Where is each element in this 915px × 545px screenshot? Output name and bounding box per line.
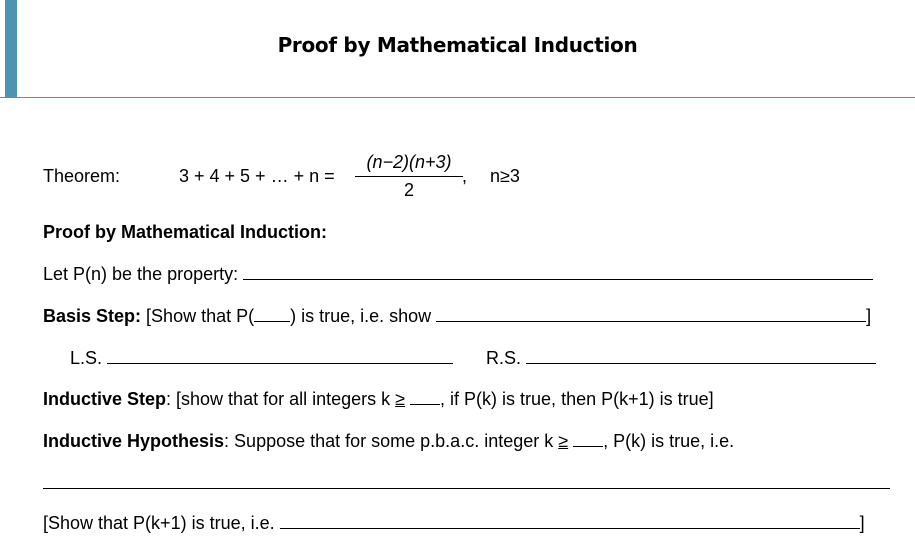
ls-label: L.S.	[70, 348, 103, 368]
hypothesis-text-a: : Suppose that for some p.b.a.c. integer k	[224, 431, 559, 451]
property-row	[43, 263, 873, 285]
basis-show-blank[interactable]	[436, 305, 866, 322]
basis-row	[43, 305, 871, 327]
fraction-bar	[355, 176, 463, 177]
show-next-label: [Show that P(k+1) is true, i.e.	[43, 513, 280, 533]
basis-text-a: [Show that P(	[141, 306, 255, 326]
inductive-step-text-a: : [show that for all integers k	[166, 389, 396, 409]
rs-blank[interactable]	[526, 347, 876, 364]
rs-row	[486, 347, 876, 369]
inductive-step-text-b: , if P(k) is true, then P(k+1) is true]	[440, 389, 714, 409]
page-title: Proof by Mathematical Induction	[277, 33, 638, 57]
hypothesis-row	[43, 430, 734, 452]
show-next-close: ]	[859, 513, 865, 533]
theorem-row	[43, 165, 120, 187]
basis-text-b: ) is true, i.e. show	[290, 306, 437, 326]
theorem-comma: ,	[462, 166, 468, 186]
theorem-lhs: 3 + 4 + 5 + … + n =	[179, 166, 335, 186]
hypothesis-text-b: , P(k) is true, i.e.	[603, 431, 735, 451]
basis-close: ]	[866, 306, 872, 326]
show-next-row	[43, 512, 865, 534]
hypothesis-answer-line[interactable]	[43, 488, 890, 489]
fraction-numerator: (n−2)(n+3)	[366, 152, 452, 172]
inductive-step-ge-symbol: ≥	[395, 389, 406, 409]
basis-label: Basis Step:	[43, 306, 142, 326]
theorem-label: Theorem:	[43, 166, 121, 186]
theorem-condition: n≥3	[490, 166, 520, 186]
property-blank[interactable]	[243, 263, 873, 280]
theorem-fraction	[355, 150, 463, 200]
rs-label: R.S.	[486, 348, 522, 368]
hypothesis-label: Inductive Hypothesis	[43, 431, 225, 451]
ls-blank[interactable]	[107, 347, 453, 364]
document-header	[0, 0, 915, 98]
proof-heading: Proof by Mathematical Induction:	[43, 222, 328, 242]
inductive-step-label: Inductive Step	[43, 389, 167, 409]
hypothesis-ge-symbol: ≥	[558, 431, 569, 451]
fraction-denominator: 2	[403, 180, 414, 200]
basis-value-blank[interactable]	[254, 305, 290, 322]
show-next-blank[interactable]	[280, 512, 860, 529]
property-label: Let P(n) be the property:	[43, 264, 239, 284]
ls-row	[70, 347, 453, 369]
inductive-step-row	[43, 388, 714, 410]
inductive-step-blank[interactable]	[410, 388, 440, 405]
hypothesis-blank[interactable]	[573, 430, 603, 447]
